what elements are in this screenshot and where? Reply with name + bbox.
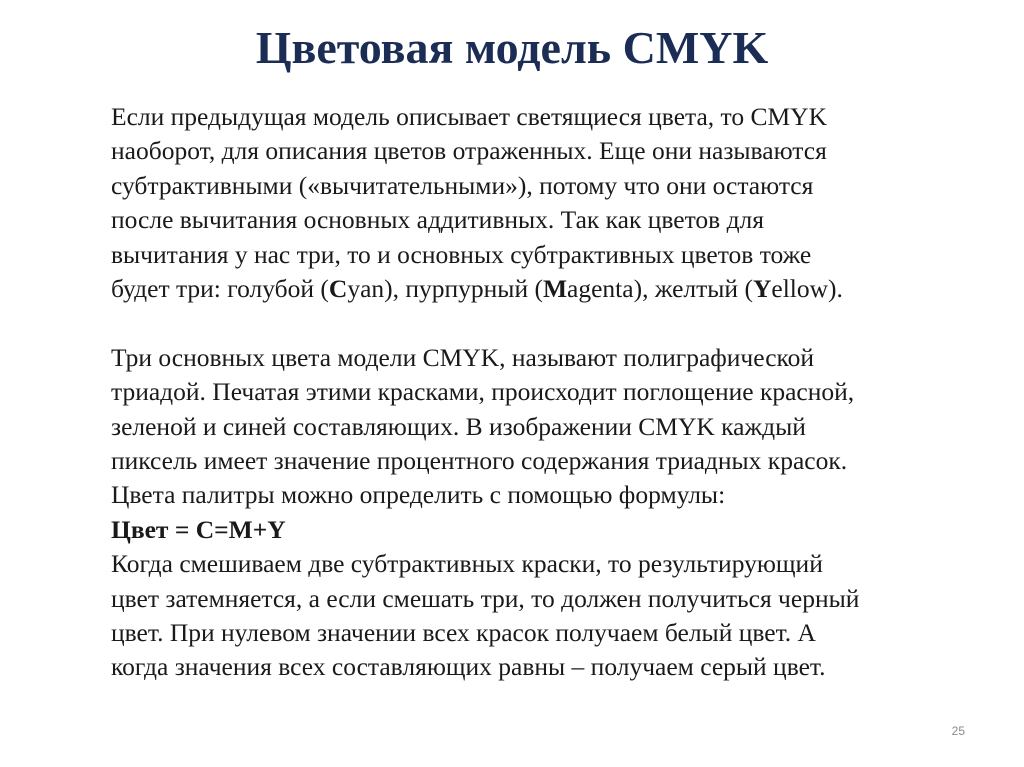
text-line: когда значения всех составляющих равны – получаем серый цвет. bbox=[111, 652, 826, 682]
magenta-rest: agenta), желтый ( bbox=[567, 274, 753, 304]
text-line: наоборот, для описания цветов отраженных. Еще они называются bbox=[111, 136, 827, 166]
text-line: цвет затемняется, а если смешать три, то должен получиться черный bbox=[111, 583, 860, 613]
colors-prefix: будет три: голубой ( bbox=[111, 274, 329, 304]
text-line: субтрактивными («вычитательными»), потому что они остаются bbox=[111, 170, 814, 200]
slide-number: 25 bbox=[951, 724, 965, 738]
paragraph-subtractive-intro bbox=[111, 100, 991, 306]
cyan-rest: yan), пурпурный ( bbox=[347, 274, 543, 304]
text-line: Когда смешиваем две субтрактивных краски, то результирующий bbox=[111, 549, 823, 579]
text-line: после вычитания основных аддитивных. Так как цветов для bbox=[111, 205, 765, 235]
text-line: Цвета палитры можно определить с помощью формулы: bbox=[111, 480, 726, 510]
text-line: триадой. Печатая этими красками, происходит поглощение красной, bbox=[111, 377, 855, 407]
text-line: Три основных цвета модели CMYK, называют полиграфической bbox=[111, 342, 815, 372]
text-line-colors bbox=[111, 272, 991, 306]
slide-content bbox=[111, 100, 991, 685]
magenta-initial: M bbox=[542, 274, 568, 304]
text-line: пиксель имеет значение процентного содержания триадных красок. bbox=[111, 446, 848, 476]
text-line: зеленой и синей составляющих. В изображении CMYK каждый bbox=[111, 411, 806, 441]
slide-title: Цветовая модель CMYK bbox=[255, 22, 769, 73]
text-line: вычитания у нас три, то и основных субтрактивных цветов тоже bbox=[111, 239, 812, 269]
color-formula: Цвет = C=M+Y bbox=[111, 514, 286, 544]
paragraph-triad bbox=[111, 341, 991, 685]
text-line: Если предыдущая модель описывает светящиеся цвета, то CMYK bbox=[111, 102, 827, 131]
yellow-initial: Y bbox=[752, 274, 772, 304]
paragraph-gap bbox=[111, 306, 991, 340]
yellow-rest: ellow). bbox=[771, 274, 843, 304]
text-line: цвет. При нулевом значении всех красок получаем белый цвет. А bbox=[111, 618, 816, 648]
cyan-initial: C bbox=[328, 274, 348, 304]
